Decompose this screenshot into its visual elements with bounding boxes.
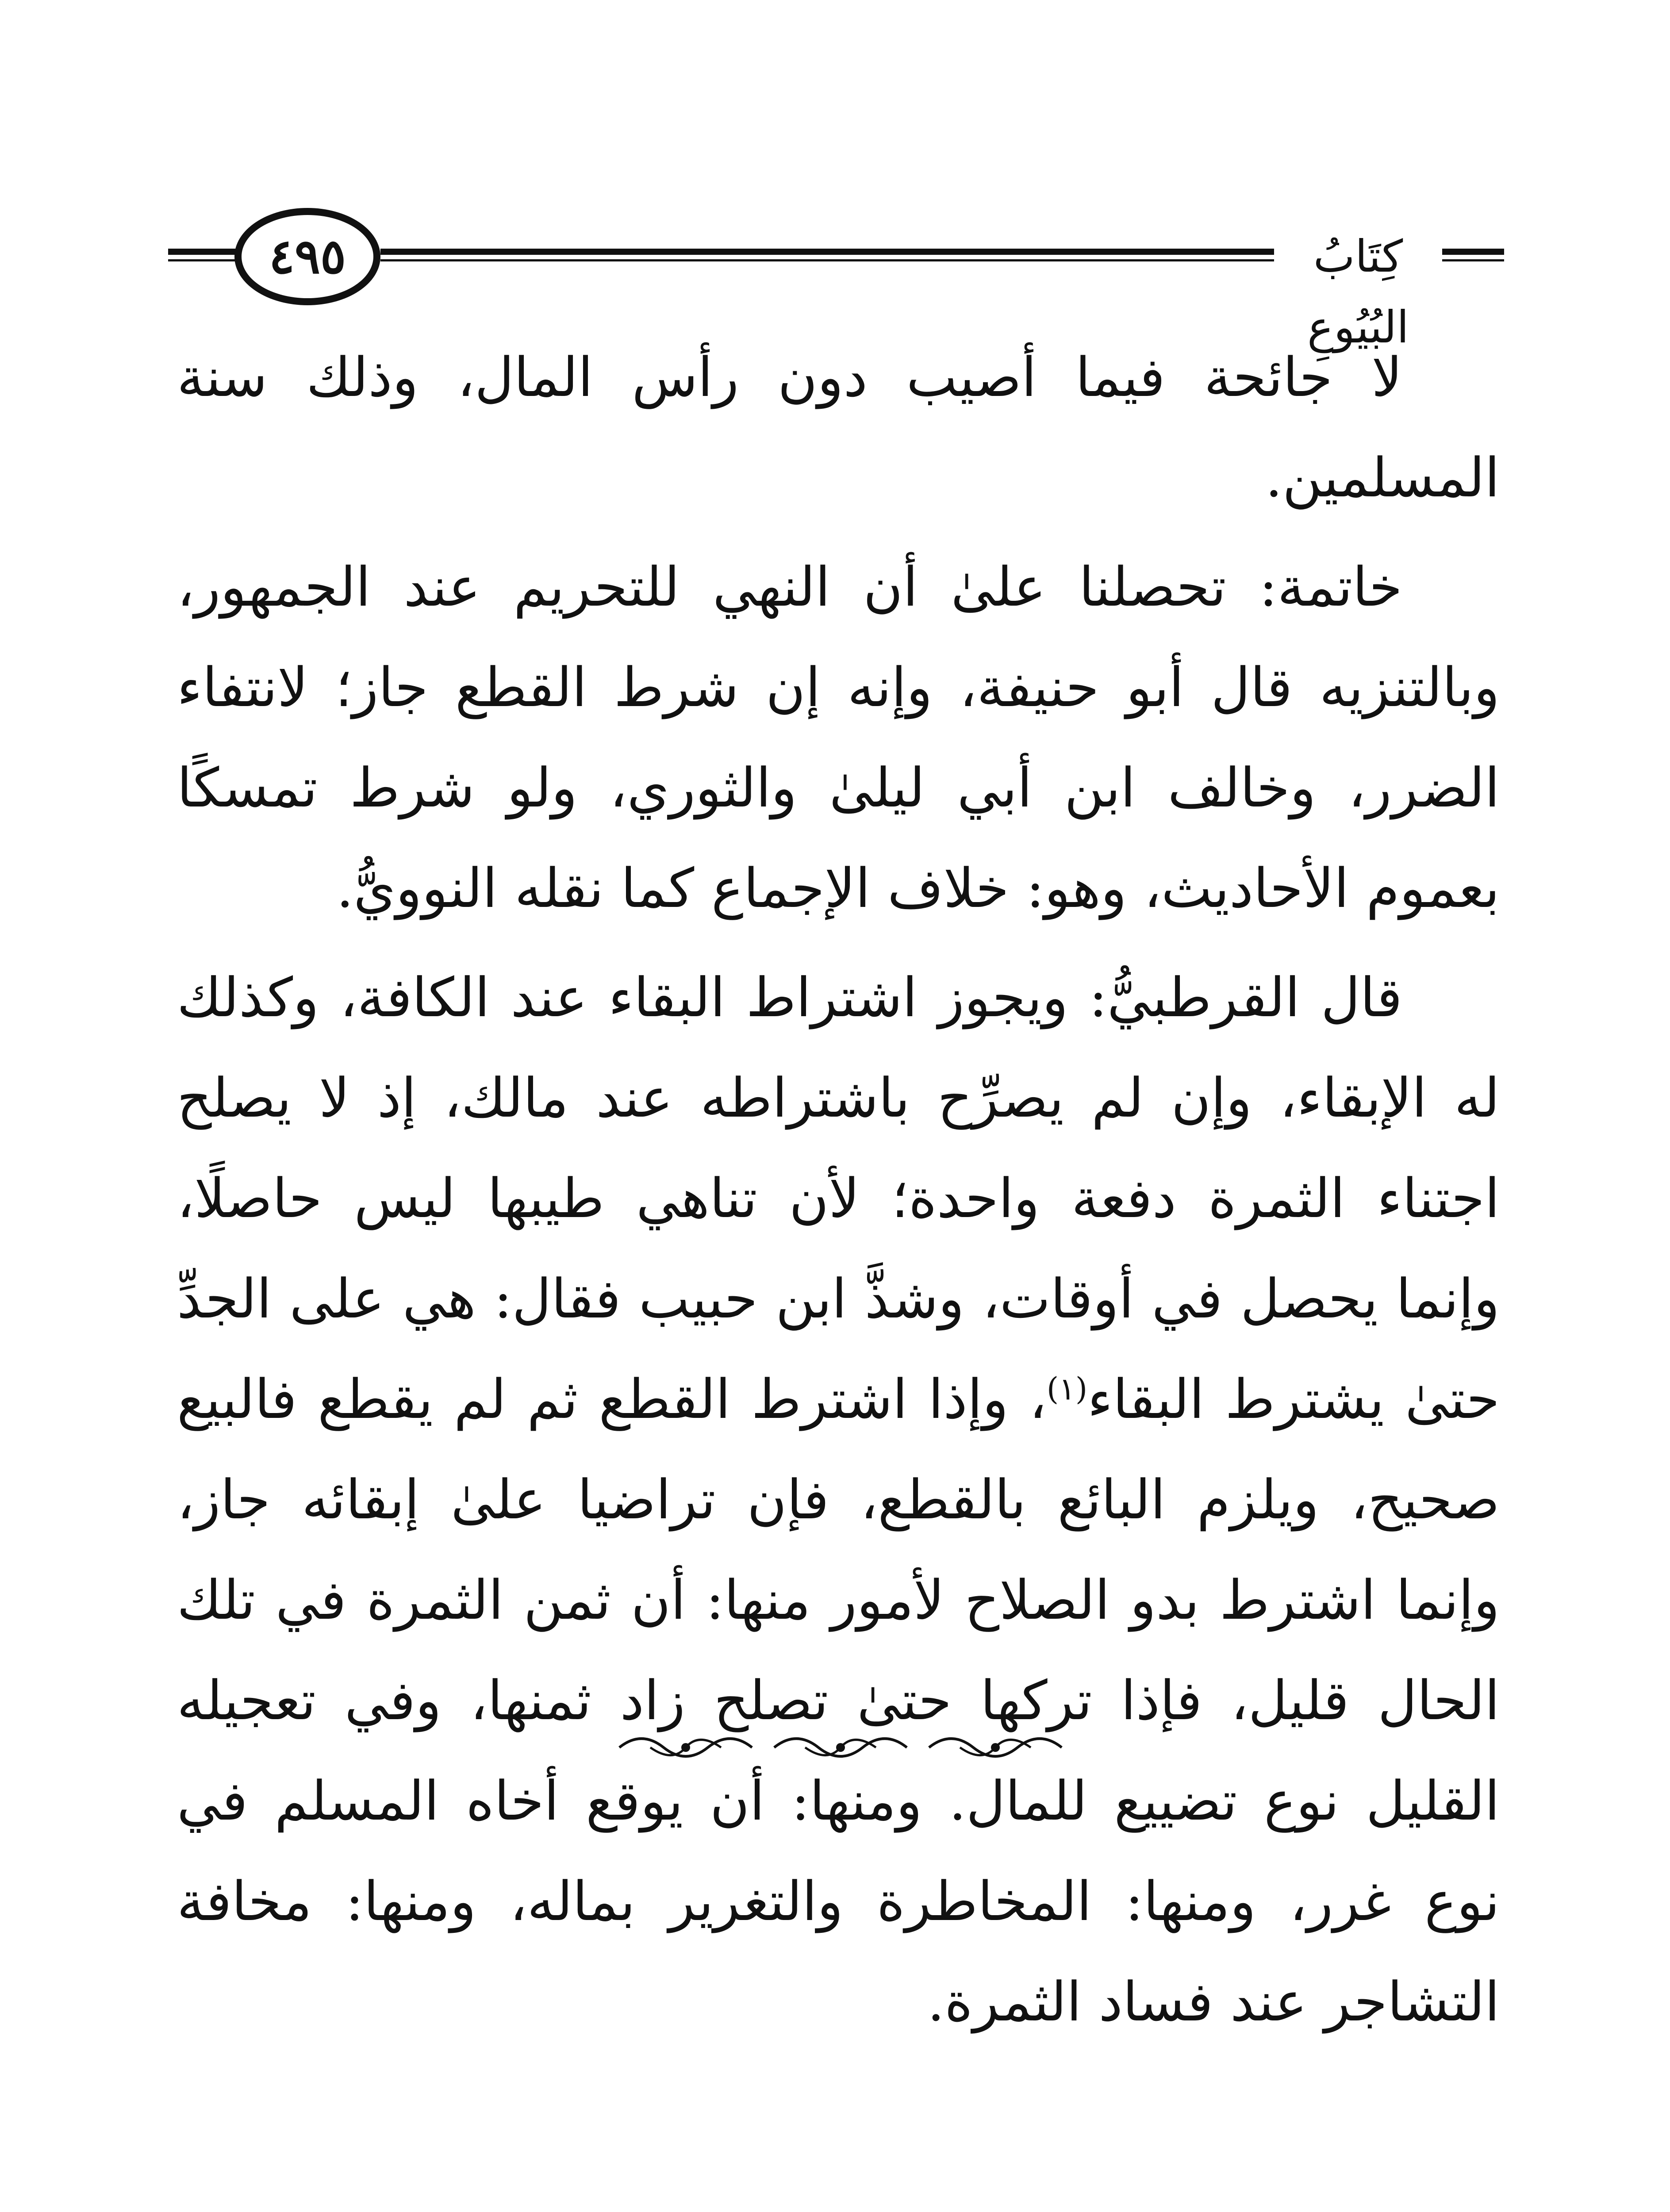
main-text — [177, 327, 1500, 2061]
paragraph-3-part-1: قال القرطبيُّ: ويجوز اشتراط البقاء عند الكافة، وكذلك له الإبقاء، وإن لم يصرِّح باشتراطه عند مالك، إذ لا يصلح اجتناء الثمرة دفعة واحدة؛ لأن تناهي طيبها ليس حاصلًا، وإنما يحصل في أوقات، وشذَّ ابن حبيب فقال: هي على الجدِّ حتىٰ يشترط البقاء — [177, 966, 1500, 1431]
header-rule-left-edge — [168, 249, 239, 261]
floral-ornament-2 — [770, 1728, 911, 1767]
floral-ornament-3 — [925, 1728, 1066, 1767]
paragraph-2: خاتمة: تحصلنا علىٰ أن النهي للتحريم عند الجمهور، وبالتنزيه قال أبو حنيفة، وإنه إن شرط القطع جاز؛ لانتفاء الضرر، وخالف ابن أبي ليلىٰ والثوري، ولو شرط تمسكًا بعموم الأحاديث، وهو: خلاف الإجماع كما نقله النوويُّ. — [177, 556, 1500, 920]
paragraph-1: لا جائحة فيما أصيب دون رأس المال، وذلك سنة المسلمين. — [177, 346, 1500, 509]
paragraph-3 — [177, 948, 1500, 2052]
page-header — [168, 208, 1504, 353]
page-number: ٤٩٥ — [234, 208, 380, 305]
running-title: كِتَابُ البُيُوعِ — [1307, 230, 1409, 353]
header-rule-main — [380, 249, 1274, 261]
paragraph-3-part-2: ، وإذا اشترط القطع ثم لم يقطع فالبيع صحيح، ويلزم البائع بالقطع، فإن تراضيا علىٰ إبقائه جاز، وإنما اشترط بدو الصلاح لأمور منها: أن ثمن الثمرة في تلك الحال قليل، فإذا تركها حتىٰ تصلح زاد ثمنها، وفي تعجيله القليل نوع تضييع للمال. ومنها: أن يوقع أخاه المسلم في نوع غرر، ومنها: المخاطرة والتغرير بماله، ومنها: مخافة التشاجر عند فساد الثمرة. — [177, 1368, 1500, 2033]
footnote-reference[interactable]: (١) — [1046, 1371, 1088, 1407]
header-rule-right — [1442, 249, 1504, 261]
floral-ornament-1 — [615, 1728, 756, 1767]
floral-divider-icon — [610, 1721, 1071, 1774]
